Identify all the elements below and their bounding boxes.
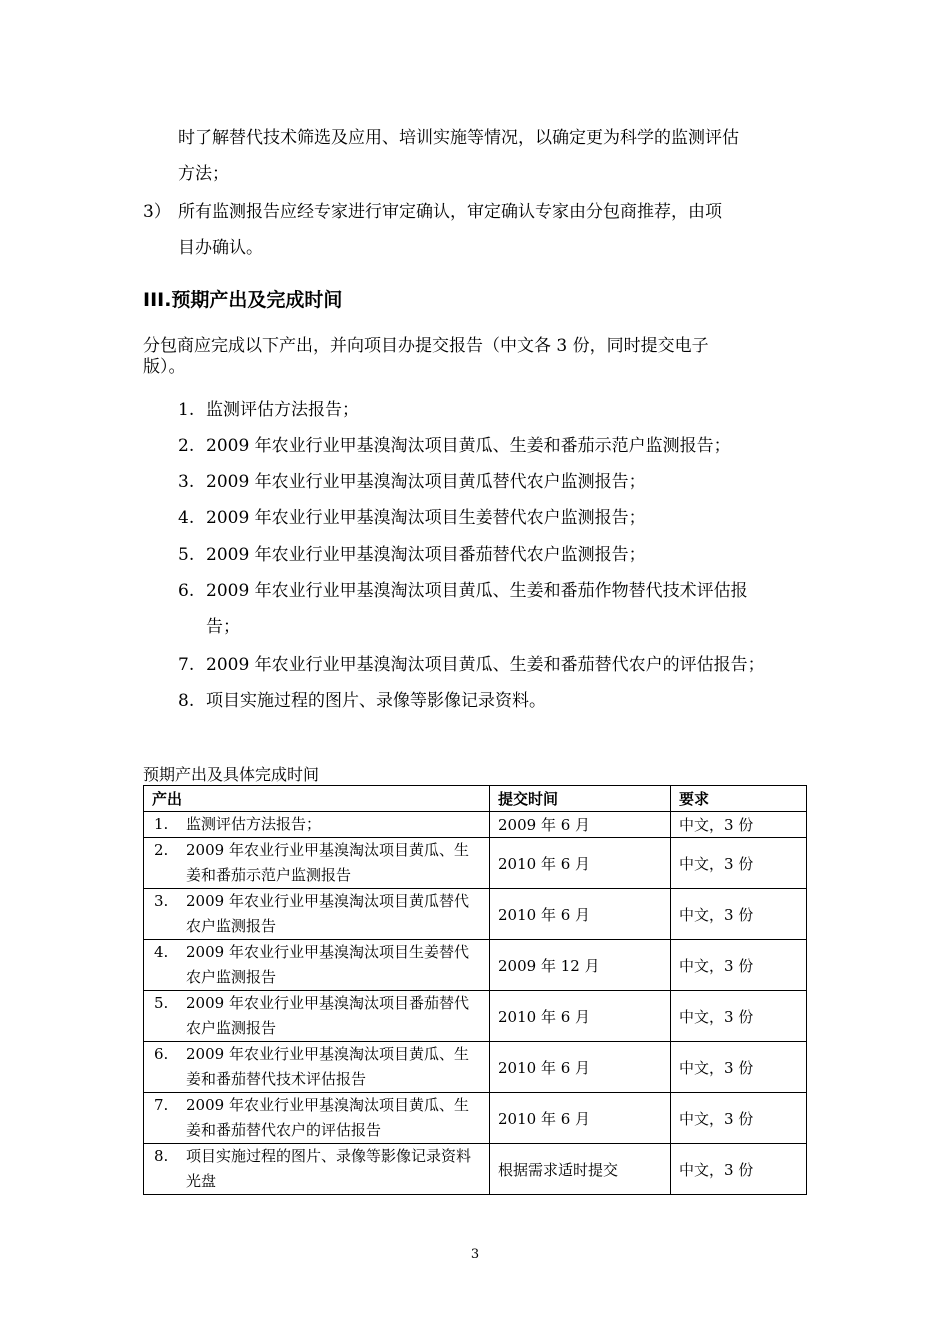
row-number: 6. — [154, 1045, 169, 1063]
row-requirement: 中文，3 份 — [671, 1093, 807, 1144]
page-number: 3 — [470, 1247, 480, 1262]
header-submit-time: 提交时间 — [490, 786, 671, 812]
row-output: 项目实施过程的图片、录像等影像记录资料光盘 — [186, 1147, 472, 1190]
list-item-number: 2. — [178, 436, 195, 456]
list-item-text: 项目实施过程的图片、录像等影像记录资料。 — [206, 691, 546, 711]
outputs-table — [143, 785, 807, 1195]
row-output: 2009 年农业行业甲基溴淘汰项目生姜替代农户监测报告 — [186, 943, 469, 986]
list-item-number: 4. — [178, 508, 195, 528]
list-item-text: 2009 年农业行业甲基溴淘汰项目番茄替代农户监测报告； — [206, 545, 646, 565]
row-number: 8. — [154, 1147, 169, 1165]
row-time: 2009 年 12 月 — [490, 940, 671, 991]
row-number: 1. — [154, 815, 169, 833]
list-item-number: 3. — [178, 472, 195, 492]
row-number: 2. — [154, 841, 169, 859]
table-caption: 预期产出及具体完成时间 — [143, 765, 320, 784]
table-row — [144, 1042, 807, 1093]
intro-line-1: 时了解替代技术筛选及应用、培训实施等情况，以确定更为科学的监测评估 — [178, 128, 739, 148]
item-3-line-1: 所有监测报告应经专家进行审定确认，审定确认专家由分包商推荐，由项 — [178, 202, 722, 222]
list-item-text: 监测评估方法报告； — [206, 400, 359, 420]
section-heading: III.预期产出及完成时间 — [143, 289, 343, 311]
row-number: 7. — [154, 1096, 169, 1114]
list-item-number: 1. — [178, 400, 195, 420]
row-number: 5. — [154, 994, 169, 1012]
row-requirement: 中文，3 份 — [671, 838, 807, 889]
table-row — [144, 1144, 807, 1195]
table-row — [144, 889, 807, 940]
row-time: 根据需求适时提交 — [490, 1144, 671, 1195]
table-header-row — [144, 786, 807, 812]
table-row — [144, 991, 807, 1042]
list-item-text: 2009 年农业行业甲基溴淘汰项目黄瓜、生姜和番茄替代农户的评估报告； — [206, 655, 765, 675]
table-row — [144, 1093, 807, 1144]
list-item-number: 6. — [178, 581, 195, 601]
row-time: 2010 年 6 月 — [490, 838, 671, 889]
row-requirement: 中文，3 份 — [671, 991, 807, 1042]
row-time: 2009 年 6 月 — [490, 812, 671, 838]
row-output: 2009 年农业行业甲基溴淘汰项目黄瓜、生姜和番茄示范户监测报告 — [186, 841, 469, 884]
row-time: 2010 年 6 月 — [490, 889, 671, 940]
intro-line-2: 方法； — [178, 164, 229, 184]
row-time: 2010 年 6 月 — [490, 1042, 671, 1093]
section-paragraph-line-1: 分包商应完成以下产出，并向项目办提交报告（中文各 3 份，同时提交电子 — [143, 336, 709, 356]
list-item-text: 2009 年农业行业甲基溴淘汰项目黄瓜替代农户监测报告； — [206, 472, 646, 492]
table-row — [144, 812, 807, 838]
list-item-number: 5. — [178, 545, 195, 565]
table-row — [144, 838, 807, 889]
row-requirement: 中文，3 份 — [671, 1042, 807, 1093]
list-item-text-continued: 告； — [206, 617, 240, 637]
section-paragraph-line-2: 版）。 — [143, 357, 186, 377]
row-output: 监测评估方法报告； — [186, 815, 322, 833]
header-output: 产出 — [144, 786, 490, 812]
list-item-text: 2009 年农业行业甲基溴淘汰项目生姜替代农户监测报告； — [206, 508, 646, 528]
row-requirement: 中文，3 份 — [671, 812, 807, 838]
row-time: 2010 年 6 月 — [490, 991, 671, 1042]
row-output: 2009 年农业行业甲基溴淘汰项目番茄替代农户监测报告 — [186, 994, 469, 1037]
item-3-number: 3） — [143, 202, 171, 222]
item-3-line-2: 目办确认。 — [178, 238, 263, 258]
row-output: 2009 年农业行业甲基溴淘汰项目黄瓜替代农户监测报告 — [186, 892, 469, 935]
row-output: 2009 年农业行业甲基溴淘汰项目黄瓜、生姜和番茄替代农户的评估报告 — [186, 1096, 469, 1139]
row-time: 2010 年 6 月 — [490, 1093, 671, 1144]
header-requirement: 要求 — [671, 786, 807, 812]
list-item-text: 2009 年农业行业甲基溴淘汰项目黄瓜、生姜和番茄作物替代技术评估报 — [206, 581, 748, 601]
table-row — [144, 940, 807, 991]
row-requirement: 中文，3 份 — [671, 940, 807, 991]
list-item-number: 7. — [178, 655, 195, 675]
row-output: 2009 年农业行业甲基溴淘汰项目黄瓜、生姜和番茄替代技术评估报告 — [186, 1045, 469, 1088]
list-item-text: 2009 年农业行业甲基溴淘汰项目黄瓜、生姜和番茄示范户监测报告； — [206, 436, 731, 456]
row-requirement: 中文，3 份 — [671, 1144, 807, 1195]
row-number: 3. — [154, 892, 169, 910]
row-requirement: 中文，3 份 — [671, 889, 807, 940]
list-item-number: 8. — [178, 691, 195, 711]
row-number: 4. — [154, 943, 169, 961]
